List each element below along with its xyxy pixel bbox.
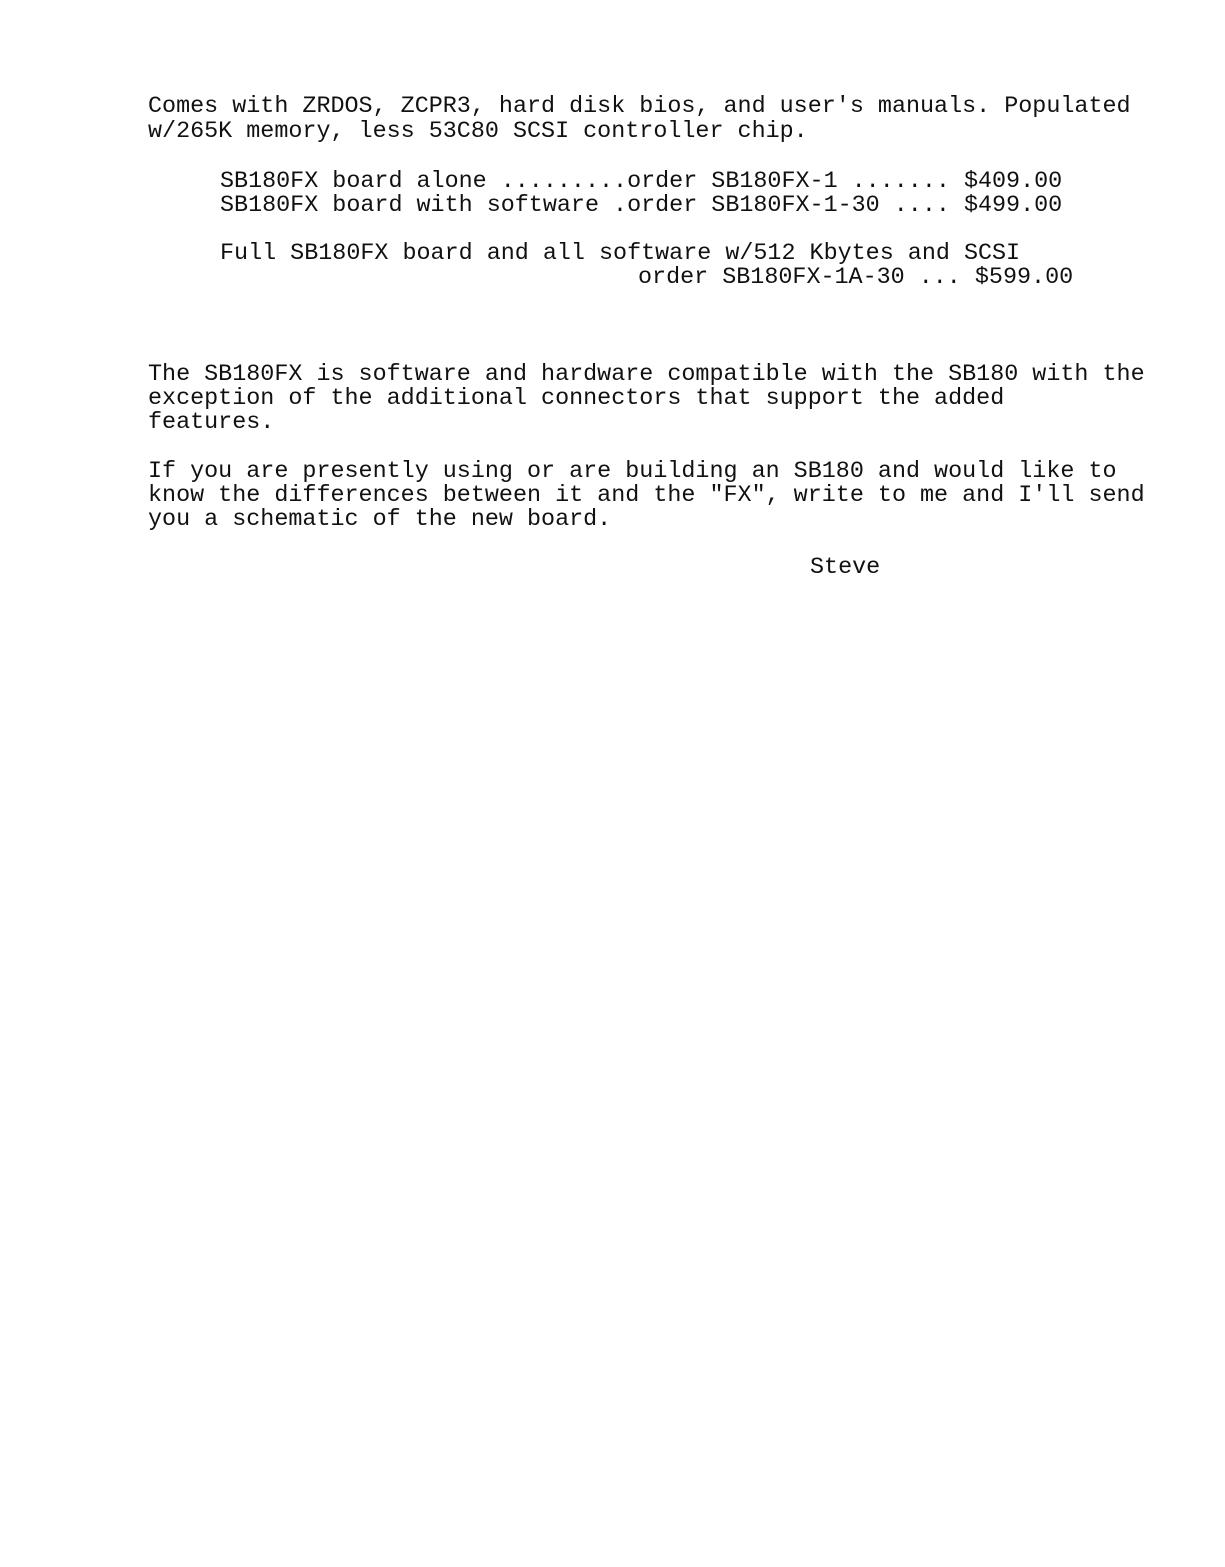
- price-item-full-order: order SB180FX-1A-30 ... $599.00: [638, 265, 1074, 291]
- contact-line-3: you a schematic of the new board.: [148, 507, 612, 533]
- intro-line-2: w/265K memory, less 53C80 SCSI controller chip.: [148, 119, 808, 145]
- compat-line-1: The SB180FX is software and hardware compatible with the SB180 with the: [148, 362, 1145, 388]
- price-item-board-with-software: SB180FX board with software .order SB180FX-1-30 .... $499.00: [220, 193, 1063, 219]
- price-item-full-description: Full SB180FX board and all software w/512 Kbytes and SCSI: [220, 241, 1021, 267]
- compat-line-2: exception of the additional connectors that support the added: [148, 386, 1005, 412]
- intro-line-1: Comes with ZRDOS, ZCPR3, hard disk bios, and user's manuals. Populated: [148, 94, 1131, 120]
- price-item-board-alone: SB180FX board alone .........order SB180FX-1 ....... $409.00: [220, 169, 1063, 195]
- signature: Steve: [810, 555, 881, 581]
- compat-line-3: features.: [148, 410, 275, 436]
- contact-line-1: If you are presently using or are building an SB180 and would like to: [148, 459, 1117, 485]
- contact-line-2: know the differences between it and the "FX", write to me and I'll send: [148, 483, 1145, 509]
